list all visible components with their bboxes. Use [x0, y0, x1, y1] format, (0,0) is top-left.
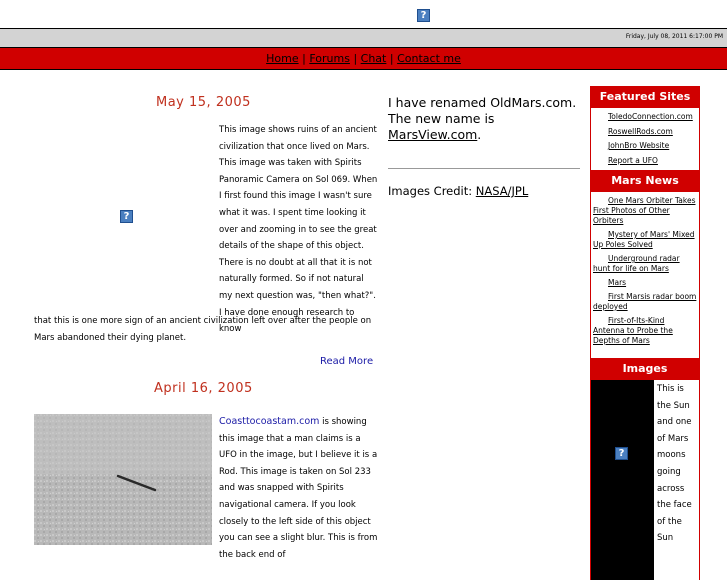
nav-chat-link[interactable]: Chat: [360, 52, 387, 65]
broken-image-icon: ?: [417, 9, 430, 22]
news-link-mars[interactable]: Mars: [608, 278, 627, 287]
featured-sites-heading: Featured Sites: [590, 86, 700, 108]
featured-link-toledo[interactable]: ToledoConnection.com: [608, 112, 693, 121]
ufo-rod-image[interactable]: [34, 414, 212, 545]
mars-news-list: [590, 192, 700, 358]
nav-forums-link[interactable]: Forums: [309, 52, 350, 65]
mars-news-heading: Mars News: [590, 170, 700, 192]
main-nav: Home | Forums | Chat | Contact me: [0, 48, 727, 70]
post-image-icon[interactable]: ?: [120, 210, 133, 223]
rename-notice: I have renamed OldMars.com. The new name is MarsView.com.: [388, 95, 577, 142]
featured-sites-list: [590, 108, 700, 170]
post-body: This image shows ruins of an ancient civilization that once lived on Mars. This image was taken with Spirits Panoramic Camera on Sol 069. When I first found this image I wasn't sure what it was. I spent time looking it over and zooming in to see the great details of the shape of this object. There is no doubt at all that it is not naturally formed. So if not natural my next question was, "then what?". I have done enough research to know: [219, 125, 378, 335]
featured-link-johnbro[interactable]: JohnBro Website: [608, 141, 670, 150]
broken-image-icon: ?: [615, 447, 628, 460]
featured-link-report-ufo[interactable]: Report a UFO: [608, 155, 658, 165]
marsview-link[interactable]: MarsView.com: [388, 127, 478, 142]
featured-link-roswellrods[interactable]: RoswellRods.com: [608, 126, 673, 136]
post-date: April 16, 2005: [154, 381, 253, 396]
news-link-radar-hunt[interactable]: Underground radar hunt for life on Mars: [593, 254, 680, 273]
ufo-rod-image-svg: [34, 414, 212, 545]
date-bar: [0, 28, 727, 48]
news-link-marsis-boom[interactable]: First Marsis radar boom deployed: [593, 292, 697, 311]
current-datetime: Friday, July 08, 2011 6:17:00 PM: [625, 33, 723, 40]
images-heading: Images: [590, 358, 700, 380]
image-caption: This is the Sun and one of Mars moons going across the face of the Sun: [657, 384, 692, 544]
images-panel: [590, 380, 700, 580]
post-body-tail: that this is one more sign of an ancient civilization left over after the people on Mars abandoned their dying planet.: [34, 316, 372, 343]
read-more-link[interactable]: Read More: [320, 356, 374, 367]
divider: [388, 168, 580, 169]
images-credit: Images Credit: NASA/JPL: [388, 184, 529, 198]
news-link-antenna-probe[interactable]: First-of-Its-Kind Antenna to Probe the Depths of Mars: [593, 316, 673, 345]
sun-transit-image[interactable]: [591, 380, 654, 580]
nav-contact-link[interactable]: Contact me: [397, 52, 461, 65]
right-sidebar: [590, 86, 700, 545]
post-body: Coasttocoastam.com is showing this image that a man claims is a UFO in the image, but I believe it is a Rod. This image is taken on Sol 233 and was snapped with Spirits navigational camera. If you look closely to the left side of this object you can see a slight blur. This is from the back end of: [219, 416, 378, 560]
news-link-orbiter-photos[interactable]: One Mars Orbiter Takes First Photos of Other Orbiters: [593, 196, 696, 225]
news-link-mixed-poles[interactable]: Mystery of Mars' Mixed Up Poles Solved: [593, 230, 695, 249]
nav-home-link[interactable]: Home: [266, 52, 299, 65]
post-date: May 15, 2005: [156, 95, 251, 110]
coasttocoast-link[interactable]: Coasttocoastam.com: [219, 416, 320, 427]
nasa-jpl-link[interactable]: NASA/JPL: [475, 184, 529, 198]
